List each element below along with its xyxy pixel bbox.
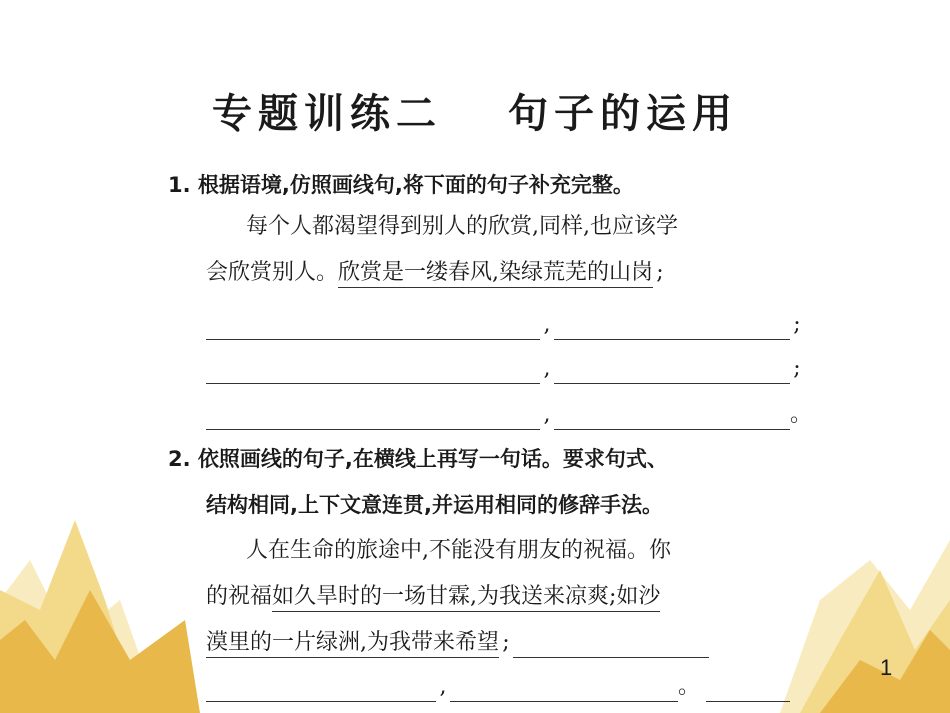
q1-comma: , xyxy=(543,402,551,427)
q1-blank-2b[interactable] xyxy=(554,361,790,384)
q1-paragraph-pre: 会欣赏别人。 xyxy=(206,260,339,285)
q2-blank-4[interactable] xyxy=(706,679,790,702)
q1-prompt: 根据语境,仿照画线句,将下面的句子补充完整。 xyxy=(197,173,634,197)
q1-answer-row-2 xyxy=(206,354,804,384)
q2-comma: , xyxy=(439,674,447,699)
q2-underlined-part2: 漠里的一片绿洲,为我带来希望 xyxy=(206,630,499,658)
q2-paragraph-line2 xyxy=(206,582,660,612)
q1-semicolon: ; xyxy=(793,356,801,381)
q1-paragraph-line1: 每个人都渴望得到别人的欣赏,同样,也应该学 xyxy=(246,214,678,239)
q1-semicolon: ; xyxy=(656,260,664,285)
q1-comma: , xyxy=(543,356,551,381)
q2-blank-1[interactable] xyxy=(513,635,709,658)
q1-period: 。 xyxy=(790,402,813,427)
q2-prompt-line1 xyxy=(168,444,668,474)
q1-blank-3b[interactable] xyxy=(554,407,790,430)
q2-blank-3[interactable] xyxy=(450,679,678,702)
q1-blank-1a[interactable] xyxy=(206,317,540,340)
q1-semicolon: ; xyxy=(793,312,801,337)
q1-comma: , xyxy=(543,312,551,337)
q2-answer-row xyxy=(206,672,790,702)
q1-answer-row-3 xyxy=(206,400,813,430)
q2-paragraph-line1: 人在生命的旅途中,不能没有朋友的祝福。你 xyxy=(246,538,671,563)
q2-period: 。 xyxy=(678,674,701,699)
q2-prompt-1: 依照画线的句子,在横线上再写一句话。要求句式、 xyxy=(197,447,668,471)
q1-paragraph-line2 xyxy=(206,258,667,288)
q2-paragraph-line3 xyxy=(206,628,709,658)
q1-underlined-sentence: 欣赏是一缕春风,染绿荒芜的山岗 xyxy=(338,260,653,288)
page-title: 专题训练二 句子的运用 xyxy=(212,91,738,137)
q2-prompt-line2: 结构相同,上下文意连贯,并运用相同的修辞手法。 xyxy=(206,493,663,517)
q1-number: 1. xyxy=(168,173,191,197)
q1-blank-1b[interactable] xyxy=(554,317,790,340)
q1-prompt-line xyxy=(168,170,634,200)
q2-underlined-part1: 如久旱时的一场甘霖,为我送来凉爽;如沙 xyxy=(272,584,660,612)
q1-blank-2a[interactable] xyxy=(206,361,540,384)
q2-paragraph-pre: 的祝福 xyxy=(206,584,273,609)
q2-semicolon: ; xyxy=(502,630,510,655)
q2-number: 2. xyxy=(168,447,191,471)
page-number: 1 xyxy=(880,655,893,680)
q1-blank-3a[interactable] xyxy=(206,407,540,430)
q2-blank-2[interactable] xyxy=(206,679,436,702)
q1-answer-row-1 xyxy=(206,310,804,340)
